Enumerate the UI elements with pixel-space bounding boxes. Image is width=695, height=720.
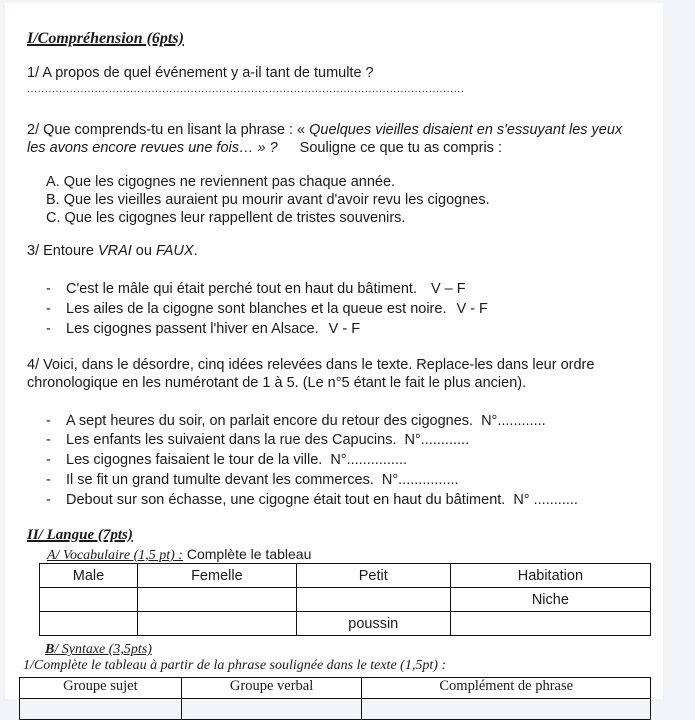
header-groupe-sujet: Groupe sujet	[20, 678, 182, 699]
dash-bullet-icon: -	[46, 492, 51, 508]
question-2-line2	[27, 140, 502, 156]
number-blank[interactable]: N°...............	[330, 452, 408, 468]
table-row	[20, 699, 651, 720]
syntax-question-1: 1/Complète le tableau à partir de la phrase soulignée dans le texte (1,5pt) :	[23, 658, 447, 673]
question-2-prefix: 2/ Que comprends-tu en lisant la phrase : «	[27, 122, 306, 138]
chronology-item	[46, 472, 459, 488]
table-cell[interactable]	[40, 588, 138, 612]
number-blank[interactable]: N° ...........	[513, 492, 578, 508]
statement-text: Les ailes de la cigogne sont blanches et la queue est noire.	[66, 301, 447, 317]
statement-text: Les cigognes passent l'hiver en Alsace.	[66, 321, 319, 337]
table-cell[interactable]	[450, 612, 650, 636]
idea-text: Les cigognes faisaient le tour de la ville.	[66, 452, 323, 468]
syntax-title-letter: B	[45, 642, 55, 657]
idea-text: Les enfants les suivaient dans la rue des Capucins.	[66, 432, 397, 448]
statement-text: C'est le mâle qui était perché tout en haut du bâtiment.	[66, 281, 417, 297]
question-3	[27, 243, 198, 259]
table-cell[interactable]	[181, 699, 362, 720]
chronology-item	[46, 452, 407, 468]
number-blank[interactable]: N°............	[404, 432, 470, 448]
question-2-quote-part1: Quelques vieilles disaient en s'essuyant les yeux	[305, 122, 623, 138]
header-complement: Complément de phrase	[362, 678, 651, 699]
question-4-line2: chronologique en les numérotant de 1 à 5. (Le n°5 étant le fait le plus ancien).	[27, 375, 527, 391]
question-3-prefix: 3/ Entoure	[27, 243, 98, 259]
table-cell[interactable]	[137, 612, 296, 636]
table-row	[40, 588, 651, 612]
table-cell[interactable]	[362, 699, 651, 720]
true-false-item	[46, 281, 466, 297]
table-cell[interactable]	[296, 588, 450, 612]
table-cell[interactable]	[137, 588, 296, 612]
dash-bullet-icon: -	[46, 301, 51, 317]
option-c[interactable]: C. Que les cigognes leur rappellent de tristes souvenirs.	[46, 210, 406, 226]
question-1: 1/ A propos de quel événement y a-il tant de tumulte ?	[27, 65, 374, 81]
idea-text: Il se fit un grand tumulte devant les commerces.	[66, 472, 374, 488]
question-4-line1: 4/ Voici, dans le désordre, cinq idées relevées dans le texte. Replace-les dans leur ordre	[27, 357, 595, 373]
dash-bullet-icon: -	[46, 413, 51, 429]
idea-text: Debout sur son échasse, une cigogne était tout en haut du bâtiment.	[66, 492, 506, 508]
true-false-choice[interactable]: V – F	[430, 281, 466, 297]
table-cell: poussin	[296, 612, 450, 636]
question-3-suffix: .	[193, 243, 198, 259]
true-false-choice[interactable]: V - F	[328, 321, 361, 337]
true-false-choice[interactable]: V - F	[456, 301, 488, 317]
chronology-item	[46, 492, 578, 508]
header-groupe-verbal: Groupe verbal	[181, 678, 362, 699]
number-blank[interactable]: N°...............	[381, 472, 459, 488]
dash-bullet-icon: -	[46, 281, 51, 297]
header-habitation: Habitation	[450, 564, 650, 588]
answer-line-1[interactable]: ...........................................................................................................................	[27, 83, 465, 95]
table-header-row	[40, 564, 651, 588]
dash-bullet-icon: -	[46, 432, 51, 448]
table-cell[interactable]	[20, 699, 182, 720]
true-false-item	[46, 321, 360, 337]
question-2-quote-part2: les avons encore revues une fois… » ?	[27, 140, 278, 156]
vrai-label: VRAI	[97, 243, 132, 259]
ou-label: ou	[131, 243, 156, 259]
table-cell: Niche	[450, 588, 650, 612]
syntax-heading	[45, 640, 152, 658]
true-false-item	[46, 301, 488, 317]
idea-text: A sept heures du soir, on parlait encore du retour des cigognes.	[66, 413, 474, 429]
table-row	[40, 612, 651, 636]
dash-bullet-icon: -	[46, 472, 51, 488]
chronology-item	[46, 413, 546, 429]
number-blank[interactable]: N°............	[481, 413, 546, 429]
header-femelle: Femelle	[137, 564, 296, 588]
chronology-item	[46, 432, 469, 448]
vocab-instruction: Complète le tableau	[182, 546, 312, 562]
option-a[interactable]: A. Que les cigognes ne reviennent pas chaque année.	[46, 174, 396, 190]
vocab-table	[39, 563, 651, 636]
worksheet-page	[5, 3, 663, 699]
dash-bullet-icon: -	[46, 452, 51, 468]
option-b[interactable]: B. Que les vieilles auraient pu mourir avant d'avoir revu les cigognes.	[46, 192, 490, 208]
table-header-row	[20, 678, 651, 699]
header-petit: Petit	[296, 564, 450, 588]
dash-bullet-icon: -	[46, 321, 51, 337]
section-title-langue: II/ Langue (7pts)	[27, 527, 133, 543]
faux-label: FAUX	[155, 243, 194, 259]
section-title-comprehension: I/Compréhension (6pts)	[27, 30, 184, 47]
header-male: Male	[40, 564, 138, 588]
question-2-line1	[27, 122, 622, 138]
vocab-title: A/ Vocabulaire (1,5 pt) :	[47, 548, 183, 563]
question-2-instruction: Souligne ce que tu as compris :	[299, 140, 502, 156]
vocab-heading	[47, 546, 311, 564]
syntax-title: / Syntaxe (3,5pts)	[54, 642, 152, 657]
table-cell[interactable]	[40, 612, 138, 636]
